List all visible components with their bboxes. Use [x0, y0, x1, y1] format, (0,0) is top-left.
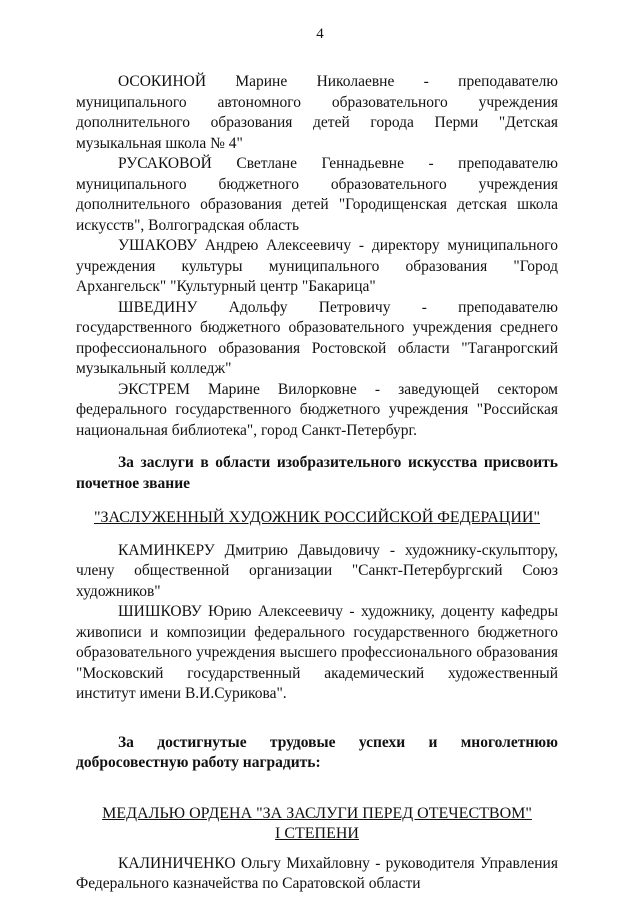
medal-title	[76, 804, 558, 844]
award-entry: ОСОКИНОЙ Марине Николаевне - преподавателю муниципального автономного образовательного учреждения дополнительного образования детей города Перми "Детская музыкальная школа № 4"	[76, 73, 558, 152]
award-entry: ШИШКОВУ Юрию Алексеевичу - художнику, доценту кафедры живописи и композиции федерального государственного бюджетного образовательного учреждения высшего профессионального образования "Московский государственный академический художественный институт имени В.И.Сурикова".	[76, 603, 558, 702]
award-entry: КАЛИНИЧЕНКО Ольгу Михайловну - руководителя Управления Федерального казначейства по Саратовской области	[76, 854, 558, 892]
award-entry: РУСАКОВОЙ Светлане Геннадьевне - преподавателю муниципального бюджетного образовательного учреждения дополнительного образования детей "Городищенская детская школа искусств", Волгоградская область	[76, 155, 558, 234]
award-entry: ШВЕДИНУ Адольфу Петровичу - преподавателю государственного бюджетного образовательного учреждения среднего профессионального образования Ростовской области "Таганрогский музыкальный колледж"	[76, 298, 558, 377]
fine-arts-intro: За заслуги в области изобразительного искусства присвоить почетное звание	[76, 454, 558, 492]
medal-title-line-2: I СТЕПЕНИ	[275, 824, 359, 842]
award-entry: КАМИНКЕРУ Дмитрию Давыдовичу - художнику-скульптору, члену общественной организации "Санкт-Петербургский Союз художников"	[76, 541, 558, 600]
document-body	[76, 72, 558, 895]
fine-arts-title: "ЗАСЛУЖЕННЫЙ ХУДОЖНИК РОССИЙСКОЙ ФЕДЕРАЦИИ"	[94, 509, 540, 526]
medal-intro: За достигнутые трудовые успехи и многолетнюю добросовестную работу наградить:	[76, 733, 558, 771]
medal-title-line-1: МЕДАЛЬЮ ОРДЕНА "ЗА ЗАСЛУГИ ПЕРЕД ОТЕЧЕСТВОМ"	[102, 804, 532, 822]
award-entry: ЭКСТРЕМ Марине Вилорковне - заведующей сектором федерального государственного бюджетного учреждения "Российская национальная библиотека", город Санкт-Петербург.	[76, 380, 558, 439]
award-entry: УШАКОВУ Андрею Алексеевичу - директору муниципального учреждения культуры муниципального образования "Город Архангельск" "Культурный центр "Бакарица"	[76, 237, 558, 295]
page-number: 4	[316, 26, 324, 42]
